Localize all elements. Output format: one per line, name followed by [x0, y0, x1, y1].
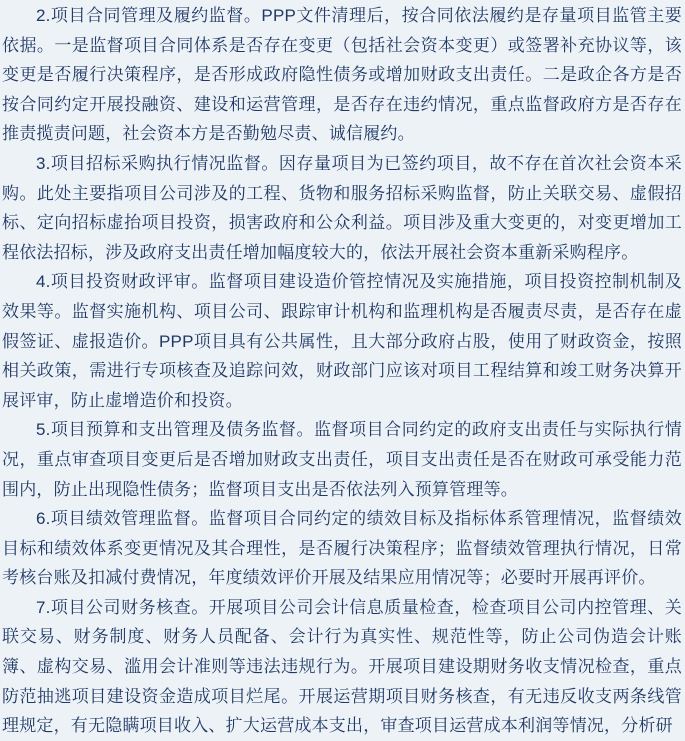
paragraph-performance-management-supervision: 6.项目绩效管理监督。监督项目合同约定的绩效目标及指标体系管理情况，监督绩效目标和绩效体系变更情况及其合理性，是否履行决策程序；监督绩效管理执行情况，日常考核台账及扣减付费情况，年度绩效评价开展及结果应用情况等；必要时开展再评价。 [2, 509, 682, 588]
paragraph-contract-management-supervision: 2.项目合同管理及履约监督。PPP文件清理后，按合同依法履约是存量项目监管主要依据。一是监督项目合同体系是否存在变更（包括社会资本变更）或签署补充协议等，该变更是否履行决策程序，是否形成政府隐性债务或增加财政支出责任。二是政企各方是否按合同约定开展投融资、建设和运营管理，是否存在违约情况，重点监督政府方是否存在推责揽责问题，社会资本方是否勤勉尽责、诚信履约。 [2, 6, 682, 144]
paragraph-budget-expenditure-debt-supervision: 5.项目预算和支出管理及债务监督。监督项目合同约定的政府支出责任与实际执行情况，重点审查项目变更后是否增加财政支出责任，项目支出责任是否在财政可承受能力范围内，防止出现隐性债务；监督项目支出是否依法列入预算管理等。 [2, 420, 682, 499]
paragraph-bidding-procurement-supervision: 3.项目招标采购执行情况监督。因存量项目为已签约项目，故不存在首次社会资本采购。此处主要指项目公司涉及的工程、货物和服务招标采购监督，防止关联交易、虚假招标、定向招标虚抬项目投资，损害政府和公众利益。项目涉及重大变更的，对变更增加工程依法招标，涉及政府支出责任增加幅度较大的，依法开展社会资本重新采购程序。 [2, 153, 682, 262]
paragraph-investment-fiscal-review: 4.项目投资财政评审。监督项目建设造价管控情况及实施措施，项目投资控制机制及效果等。监督实施机构、项目公司、跟踪审计机构和监理机构是否履责尽责，是否存在虚假签证、虚报造价。PPP项目具有公共属性，且大部分政府占股，使用了财政资金，按照相关政策，需进行专项核查及追踪问效，财政部门应该对项目工程结算和竣工财务决算开展评审，防止虚增造价和投资。 [2, 272, 682, 410]
paragraph-company-financial-audit: 7.项目公司财务核查。开展项目公司会计信息质量检查，检查项目公司内控管理、关联交易、财务制度、财务人员配备、会计行为真实性、规范性等，防止公司伪造会计账簿、虚构交易、滥用会计准则等违法违规行为。开展项目建设期财务收支情况检查，重点防范抽逃项目建设资金造成项目烂尾。开展运营期项目财务核查，有无违反收支两条线管理规定，有无隐瞒项目收入、扩大运营成本支出，审查项目运营成本利润等情况，分析研 [2, 597, 682, 736]
